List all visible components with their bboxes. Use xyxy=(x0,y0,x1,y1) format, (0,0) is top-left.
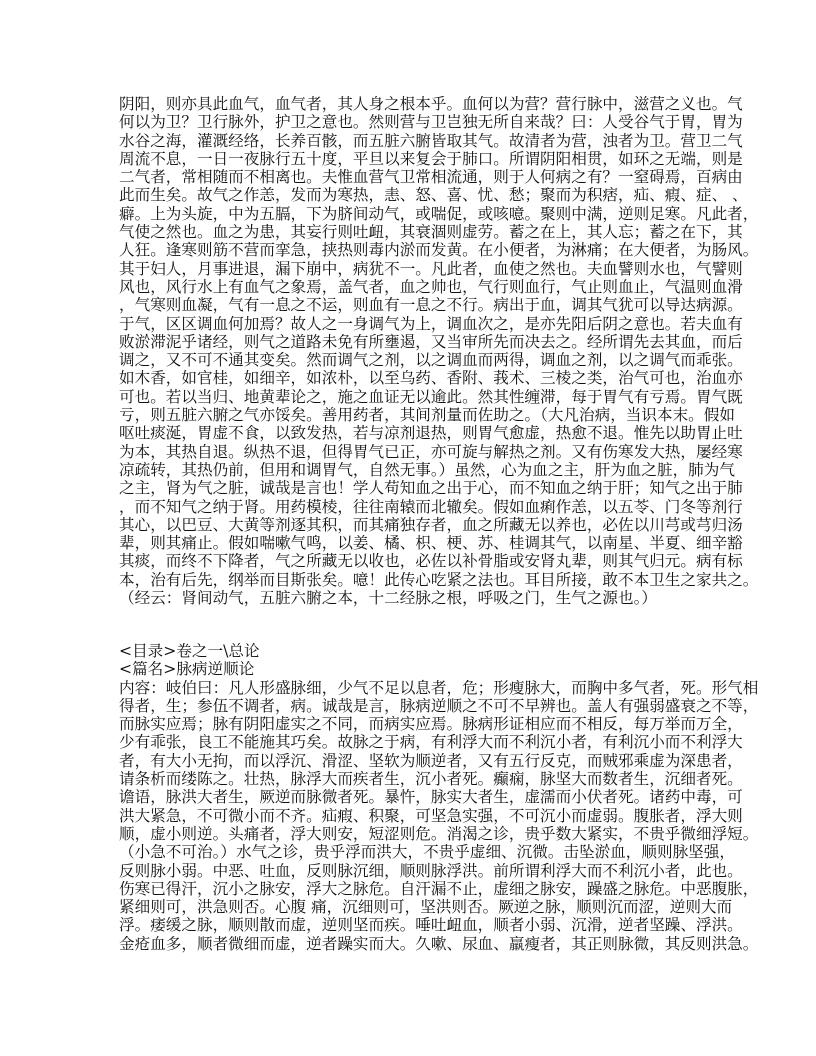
text-line: 可也。若以当归、地黄辈论之，施之血证无以逾此。然其性缠滞，每于胃气有亏焉。胃气既 xyxy=(119,387,743,406)
text-line: 凉疏转，其热仍前，但用和调胃气，自然无事。）虽然，心为血之主，肝为血之脏，肺为气 xyxy=(119,460,735,479)
text-section-1 xyxy=(119,95,759,608)
text-line: 伤寒已得汗，沉小之脉安，浮大之脉危。自汗漏不止，虚细之脉安，躁盛之脉危。中恶腹胀， xyxy=(119,879,759,898)
text-line: 癖。上为头旋，中为五膈，下为脐间动气，或喘促，或咳噫。聚则中满，逆则足寒。凡此者， xyxy=(119,204,759,223)
chapter-body xyxy=(119,678,759,953)
text-line: 顺，虚小则逆。头痛者，浮大则安，短涩则危。消渴之诊，贵乎数大紧实，不贵乎微细浮短。 xyxy=(119,824,759,843)
text-line: ，而不知气之纳于肾。用药模棱，往往南辕而北辙矣。假如血痢作恙，以五苓、门冬等剂行 xyxy=(119,497,743,516)
text-line: 得者，生；参伍不调者，病。诚哉是言，脉病逆顺之不可不早辨也。盖人有强弱盛衰之不等， xyxy=(119,696,759,715)
text-line: 此而生矣。故气之作恙，发而为寒热，恚、怒、喜、忧、愁；聚而为积痞，疝、瘕、症、 、 xyxy=(119,186,748,205)
text-line: 者，有大小无拘，而以浮沉、滑涩、坚软为顺逆者，又有五行反克，而贼邪乘虚为深患者， xyxy=(119,751,743,770)
text-line: 其痰，而终不下降者，气之所藏无以收也，必佐以补骨脂或安肾丸辈，则其气归元。病有标 xyxy=(119,552,743,571)
text-section-2 xyxy=(119,642,759,953)
text-line: 二气者，常相随而不相离也。夫惟血营气卫常相流通，则于人何病之有？一窒碍焉，百病由 xyxy=(119,168,743,187)
text-line: 浮。痿缓之脉，顺则散而虚，逆则坚而疾。唾吐衄血，顺者小弱、沉滑，逆者坚躁、浮洪。 xyxy=(119,916,743,935)
text-line: 呕吐痰涎，胃虚不食，以致发热，若与凉剂退热，则胃气愈虚，热愈不退。惟先以助胃止吐 xyxy=(119,424,743,443)
text-line: 亏，则五脏六腑之气亦馁矣。善用药者，其间剂量而佐助之。（大凡治病，当识本末。假如 xyxy=(119,406,735,425)
text-line: ，气寒则血凝，气有一息之不运，则血有一息之不行。病出于血，调其气犹可以导达病源。 xyxy=(119,296,743,315)
text-line: 之主，肾为气之脏，诚哉是言也！学人苟知血之出于心，而不知血之纳于肝；知气之出于肺 xyxy=(119,479,743,498)
text-line: 于气，区区调血何加焉？故人之一身调气为上，调血次之，是亦先阳后阴之意也。若夫血有 xyxy=(119,314,743,333)
text-line: （小急不可治。）水气之诊，贵乎浮而洪大，不贵乎虚细、沉微。击坠淤血，顺则脉坚强， xyxy=(119,843,735,862)
text-line: 败淤滞泥乎诸经，则气之道路未免有所壅遏，又当审所先而决去之。经所谓先去其血，而后 xyxy=(119,332,743,351)
text-line: 人狂。逢寒则筋不营而挛急，挟热则毒内淤而发黄。在小便者，为淋痛；在大便者，为肠风。 xyxy=(119,241,759,260)
text-line: 为本，其热自退。纵热不退，但得胃气已正，亦可旋与解热之剂。又有伤寒发大热，屡经寒 xyxy=(119,442,743,461)
catalog-heading: <目录>卷之一\总论 xyxy=(119,642,260,660)
text-line: 反则脉小弱。中恶、吐血，反则脉沉细，顺则脉浮洪。前所谓利浮大而不利沉小者，此也。 xyxy=(119,861,743,880)
text-line: 少有乖张，良工不能施其巧矣。故脉之于病，有利浮大而不利沉小者，有利沉小而不利浮大 xyxy=(119,733,743,752)
text-line: 谵语，脉洪大者生，厥逆而脉微者死。暴忤，脉实大者生，虚濡而小伏者死。诸药中毒，可 xyxy=(119,788,743,807)
text-line: 风也，风行水上有血气之象焉，盖气者，血之帅也，气行则血行，气止则血止，气温则血滑 xyxy=(119,277,743,296)
text-line: 何以为卫？卫行脉外，护卫之意也。然则营与卫岂独无所自来哉？曰：人受谷气于胃，胃为 xyxy=(119,113,743,132)
text-line: 金疮血多，顺者微细而虚，逆者躁实而大。久嗽、尿血、羸瘦者，其正则脉微，其反则洪急。 xyxy=(119,934,759,953)
text-line: 洪大紧急，不可微小而不齐。疝瘕、积聚，可坚急实强，不可沉小而虚弱。腹胀者，浮大则 xyxy=(119,806,743,825)
text-line: 调之，又不可不通其变矣。然而调气之剂，以之调血而两得，调血之剂，以之调气而乖张。 xyxy=(119,351,743,370)
text-line: 阴阳，则亦具此血气，血气者，其人身之根本乎。血何以为营？营行脉中，滋营之义也。气 xyxy=(119,95,743,113)
text-line: 本，治有后先，纲举而目斯张矣。噫！此传心吃紧之法也。耳目所接，敢不本卫生之家共之。 xyxy=(119,570,759,589)
text-line: （经云：肾间动气，五脏六腑之本，十二经脉之根，呼吸之门，生气之源也。） xyxy=(119,589,657,608)
text-line: 请条析而缕陈之。壮热，脉浮大而疾者生，沉小者死。癫痫，脉坚大而数者生，沉细者死。 xyxy=(119,770,743,789)
text-line: 其于妇人，月事进退，漏下崩中，病犹不一。凡此者，血使之然也。夫血譬则水也，气譬则 xyxy=(119,259,743,278)
text-line: 水谷之海，灌溉经络，长养百骸，而五脏六腑皆取其气。故清者为营，浊者为卫。营卫二气 xyxy=(119,131,743,150)
text-line: 辈，则其痛止。假如喘嗽气鸣，以姜、橘、枳、梗、苏、桂调其气，以南星、半夏、细辛豁 xyxy=(119,534,743,553)
text-line: 如木香，如官桂，如细辛，如浓朴，以至乌药、香附、莪术、三棱之类，治气可也，治血亦 xyxy=(119,369,743,388)
text-line: 内容：岐伯曰：凡人形盛脉细，少气不足以息者，危；形瘦脉大，而胸中多气者，死。形气相 xyxy=(119,678,759,697)
text-line: 周流不息，一日一夜脉行五十度，平旦以来复会于肺口。所谓阴阳相贯，如环之无端，则是 xyxy=(119,149,743,168)
text-line: 紧细则可，洪急则否。心腹 痛，沉细则可，坚洪则否。厥逆之脉，顺则沉而涩，逆则大而 xyxy=(119,898,733,917)
text-line: 其心，以巴豆、大黄等剂逐其积，而其痛独存者，血之所藏无以养也，必佐以川芎或芎归汤 xyxy=(119,515,743,534)
text-line: 气使之然也。血之为患，其妄行则吐衄，其衰涸则虚劳。蓄之在上，其人忘；蓄之在下，其 xyxy=(119,223,743,242)
text-line: 而脉实应焉；脉有阴阳虚实之不同，而病实应焉。脉病形证相应而不相反，每万举而万全， xyxy=(119,715,743,734)
chapter-title: <篇名>脉病逆顺论 xyxy=(119,660,255,679)
